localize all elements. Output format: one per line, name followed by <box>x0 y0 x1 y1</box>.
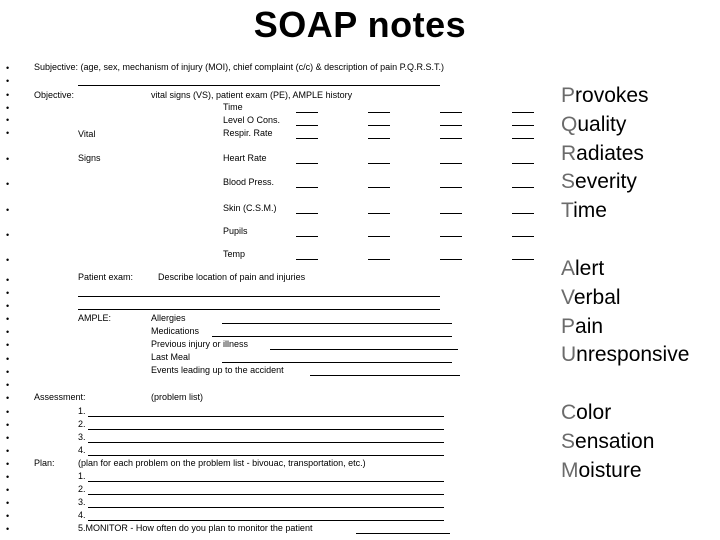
plan-item-number: 3. <box>78 497 86 507</box>
bullet: • <box>6 76 10 86</box>
mnemonic-initial: A <box>561 257 576 280</box>
vital-value-blank[interactable] <box>512 163 534 164</box>
ample-item-blank[interactable] <box>212 336 452 337</box>
mnemonic-line <box>561 284 689 313</box>
vital-value-blank[interactable] <box>440 259 462 260</box>
vital-value-blank[interactable] <box>440 187 462 188</box>
bullet: • <box>6 380 10 390</box>
mnemonic-line <box>561 255 689 284</box>
plan-item-number: 1. <box>78 471 86 481</box>
plan-item-blank[interactable] <box>88 494 444 495</box>
bullet: • <box>6 511 10 521</box>
vital-row-label: Skin (C.S.M.) <box>223 203 277 213</box>
vital-value-blank[interactable] <box>296 213 318 214</box>
plan-item-blank[interactable] <box>88 507 444 508</box>
mnemonic-rest: olor <box>576 401 612 424</box>
assessment-item-blank[interactable] <box>88 455 444 456</box>
vital-value-blank[interactable] <box>296 187 318 188</box>
mnemonic-line <box>561 341 689 370</box>
bullet: • <box>6 420 10 430</box>
vital-value-blank[interactable] <box>512 259 534 260</box>
mnemonic-initial: M <box>561 458 579 482</box>
ample-item-label: Allergies <box>151 313 186 323</box>
plan-item-blank[interactable] <box>88 481 444 482</box>
mnemonic-initial: V <box>561 285 574 309</box>
assessment-note: (problem list) <box>151 392 204 402</box>
signs-label: Signs <box>78 153 101 163</box>
assessment-item-blank[interactable] <box>88 442 444 443</box>
mnemonic-line <box>561 82 649 111</box>
bullet: • <box>6 354 10 364</box>
vital-value-blank[interactable] <box>440 213 462 214</box>
mnemonic-line <box>561 428 654 457</box>
bullet: • <box>6 485 10 495</box>
bullet: • <box>6 340 10 350</box>
plan-item-number: 2. <box>78 484 86 494</box>
csm-mnemonic <box>561 399 654 485</box>
assessment-item-number: 3. <box>78 432 86 442</box>
bullet: • <box>6 301 10 311</box>
patient-exam-label: Patient exam: <box>78 272 134 282</box>
assessment-item-number: 4. <box>78 445 86 455</box>
ample-item-label: Last Meal <box>151 352 191 362</box>
vital-value-blank[interactable] <box>296 236 318 237</box>
vital-value-blank[interactable] <box>512 236 534 237</box>
bullet: • <box>6 288 10 298</box>
mnemonic-rest: ain <box>575 314 604 338</box>
mnemonic-rest: adiates <box>576 141 644 165</box>
vital-label: Vital <box>78 129 96 139</box>
bullet: • <box>6 103 10 113</box>
vital-value-blank[interactable] <box>512 213 534 214</box>
mnemonic-line <box>561 140 649 169</box>
vital-value-blank[interactable] <box>512 138 534 139</box>
mnemonic-rest: ensation <box>575 429 655 453</box>
bullet: • <box>6 314 10 324</box>
vital-value-blank[interactable] <box>296 259 318 260</box>
objective-label: Objective: <box>34 90 75 100</box>
mnemonic-initial: R <box>561 141 577 165</box>
bullet: • <box>6 205 10 215</box>
vital-row-label: Level O Cons. <box>223 115 281 125</box>
bullet: • <box>6 90 10 100</box>
vital-value-blank[interactable] <box>512 187 534 188</box>
ample-item-blank[interactable] <box>310 375 460 376</box>
ample-item-label: Medications <box>151 326 200 336</box>
assessment-item-number: 2. <box>78 419 86 429</box>
assessment-item-blank[interactable] <box>88 429 444 430</box>
vital-row-label: Time <box>223 102 243 112</box>
mnemonic-line <box>561 111 649 140</box>
bullet: • <box>6 63 10 73</box>
subjective-text: Subjective: (age, sex, mechanism of injury (MOI), chief complaint (c/c) & description of pain P.Q.R.S.T.) <box>34 62 444 72</box>
ample-item-blank[interactable] <box>222 362 452 363</box>
bullet: • <box>6 154 10 164</box>
vital-value-blank[interactable] <box>368 125 390 126</box>
bullet: • <box>6 393 10 403</box>
ample-item-blank[interactable] <box>270 349 458 350</box>
ample-item-label: Events leading up to the accident <box>151 365 284 375</box>
plan-label: Plan: <box>34 458 55 468</box>
mnemonic-initial: P <box>561 314 576 338</box>
monitor-blank[interactable] <box>356 533 450 534</box>
mnemonic-initial: Q <box>561 112 578 136</box>
vital-value-blank[interactable] <box>512 125 534 126</box>
vital-value-blank[interactable] <box>440 125 462 126</box>
mnemonic-rest: uality <box>577 112 627 136</box>
vital-row-label: Temp <box>223 249 246 259</box>
bullet: • <box>6 179 10 189</box>
mnemonic-initial: S <box>561 170 576 194</box>
vital-value-blank[interactable] <box>368 112 390 113</box>
plan-item-blank[interactable] <box>88 520 444 521</box>
mnemonic-rest: everity <box>575 170 637 194</box>
mnemonic-initial: C <box>561 401 577 424</box>
ample-label: AMPLE: <box>78 313 112 323</box>
bullet: • <box>6 446 10 456</box>
bullet: • <box>6 327 10 337</box>
vital-row-label: Pupils <box>223 226 248 236</box>
vital-value-blank[interactable] <box>512 112 534 113</box>
mnemonic-initial: U <box>561 343 577 367</box>
patient-exam-text: Describe location of pain and injuries <box>158 272 306 282</box>
vital-row-label: Respir. Rate <box>223 128 273 138</box>
assessment-label: Assessment: <box>34 392 86 402</box>
vital-row-label: Blood Press. <box>223 177 275 187</box>
vital-value-blank[interactable] <box>296 138 318 139</box>
bullet: • <box>6 459 10 469</box>
mnemonic-initial: P <box>561 84 576 107</box>
mnemonic-rest: rovokes <box>575 84 649 107</box>
bullet: • <box>6 255 10 265</box>
vital-value-blank[interactable] <box>368 138 390 139</box>
patient-exam-blank[interactable] <box>78 309 440 310</box>
mnemonic-initial: T <box>561 199 574 223</box>
vital-value-blank[interactable] <box>440 163 462 164</box>
vital-value-blank[interactable] <box>440 112 462 113</box>
mnemonic-line <box>561 399 654 428</box>
mnemonic-rest: erbal <box>573 285 621 309</box>
bullet: • <box>6 407 10 417</box>
vital-value-blank[interactable] <box>296 112 318 113</box>
ample-item-label: Previous injury or illness <box>151 339 249 349</box>
vital-value-blank[interactable] <box>296 163 318 164</box>
page-title: SOAP notes <box>253 4 467 45</box>
bullet: • <box>6 275 10 285</box>
mnemonic-rest: ime <box>573 199 607 223</box>
pqrst-mnemonic <box>561 82 649 226</box>
vital-value-blank[interactable] <box>368 259 390 260</box>
bullet: • <box>6 498 10 508</box>
bullet: • <box>6 115 10 125</box>
assessment-item-number: 1. <box>78 406 86 416</box>
bullet: • <box>6 524 10 534</box>
vital-value-blank[interactable] <box>440 138 462 139</box>
plan-note: (plan for each problem on the problem list - bivouac, transportation, etc.) <box>78 458 366 468</box>
mnemonic-line <box>561 457 654 486</box>
subjective-blank[interactable] <box>78 85 440 86</box>
assessment-item-blank[interactable] <box>88 416 444 417</box>
mnemonic-rest: lert <box>575 257 605 280</box>
bullet: • <box>6 367 10 377</box>
avpu-mnemonic <box>561 255 689 370</box>
bullet: • <box>6 230 10 240</box>
vital-value-blank[interactable] <box>368 163 390 164</box>
bullet: • <box>6 433 10 443</box>
vital-value-blank[interactable] <box>440 236 462 237</box>
vital-value-blank[interactable] <box>296 125 318 126</box>
vital-value-blank[interactable] <box>368 213 390 214</box>
mnemonic-line <box>561 168 649 197</box>
plan-item-number: 4. <box>78 510 86 520</box>
bullet: • <box>6 472 10 482</box>
ample-item-blank[interactable] <box>222 323 452 324</box>
objective-header: vital signs (VS), patient exam (PE), AMPLE history <box>151 90 353 100</box>
vital-value-blank[interactable] <box>368 236 390 237</box>
mnemonic-initial: S <box>561 429 576 453</box>
vital-row-label: Heart Rate <box>223 153 267 163</box>
vital-value-blank[interactable] <box>368 187 390 188</box>
mnemonic-rest: nresponsive <box>576 343 690 367</box>
patient-exam-blank[interactable] <box>78 296 440 297</box>
mnemonic-line <box>561 313 689 342</box>
mnemonic-rest: oisture <box>578 458 642 482</box>
monitor-text: 5.MONITOR - How often do you plan to monitor the patient <box>78 523 313 533</box>
bullet: • <box>6 128 10 138</box>
mnemonic-line <box>561 197 649 226</box>
